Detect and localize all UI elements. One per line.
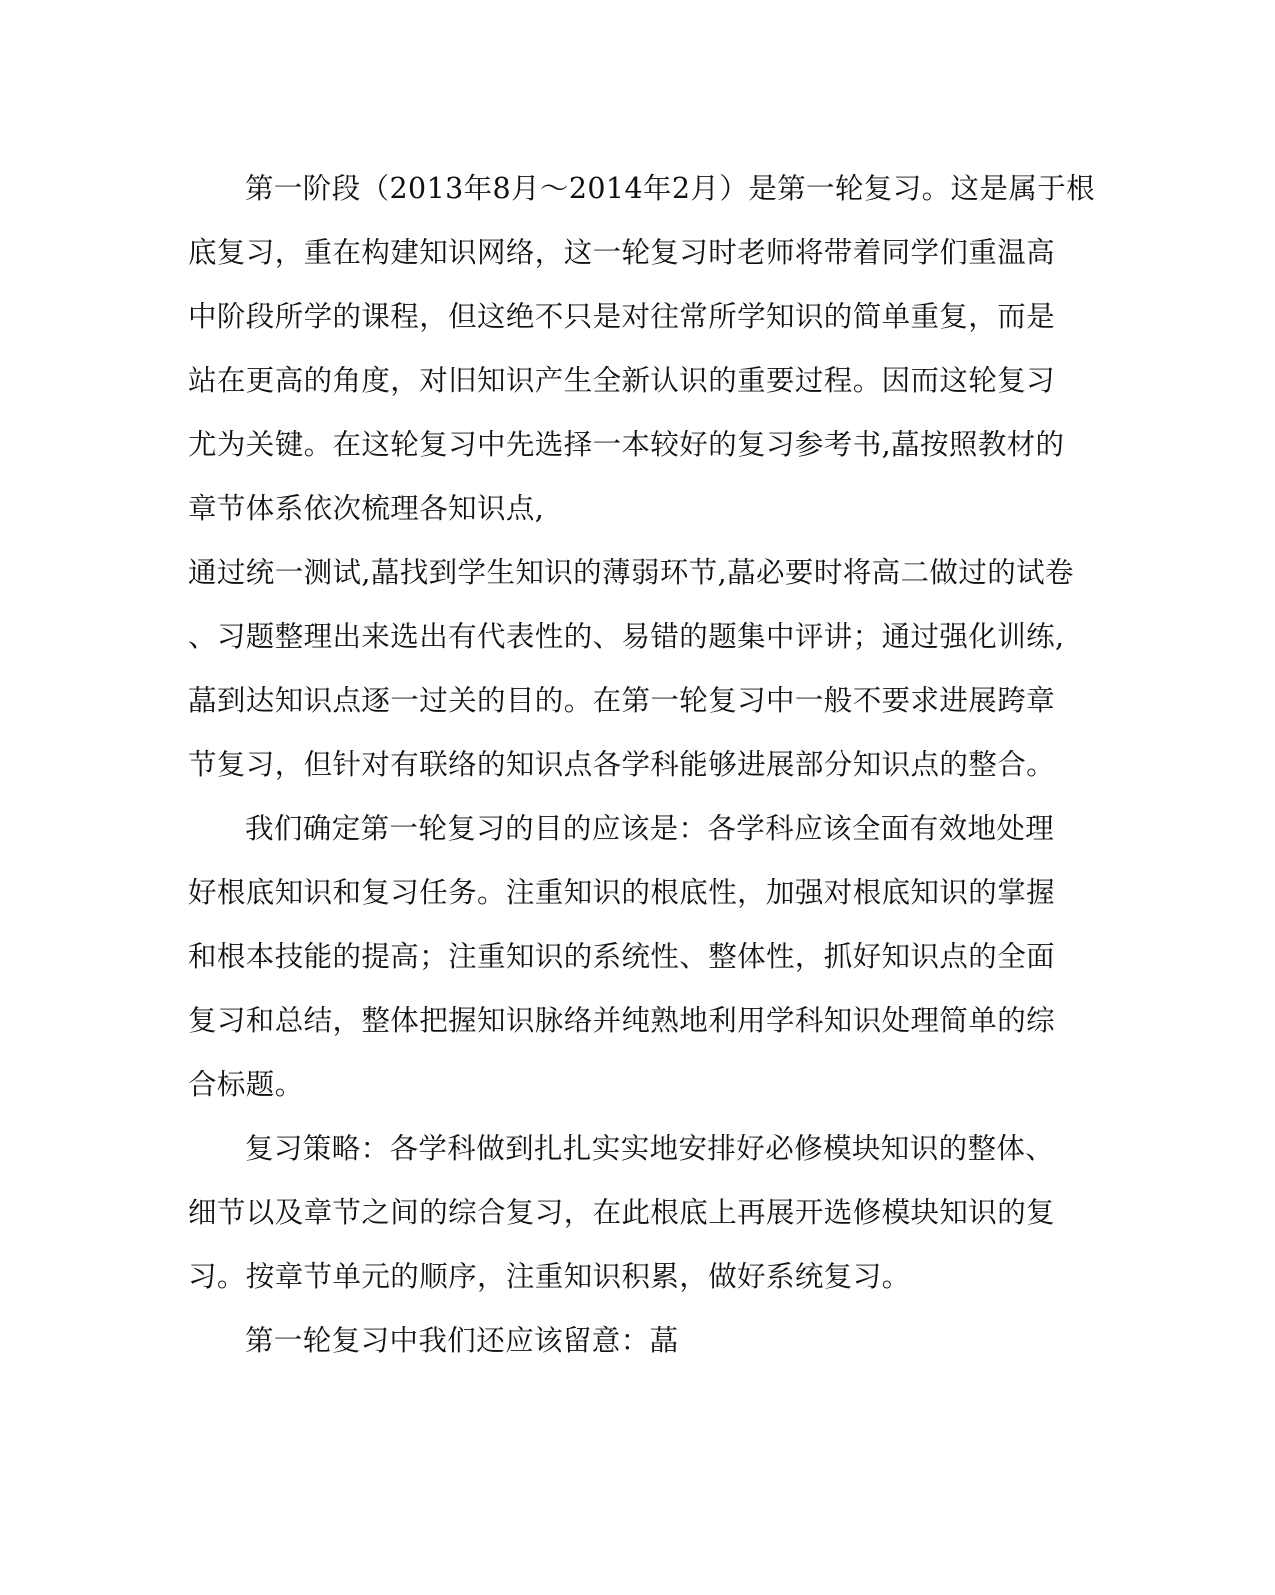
paragraph-2-line-4: 复习和总结，整体把握知识脉络并纯熟地利用学科知识处理简单的综	[188, 1004, 1056, 1037]
paragraph-1-line-2: 底复习，重在构建知识网络，这一轮复习时老师将带着同学们重温高	[188, 236, 1056, 269]
paragraph-2-line-5: 合标题。	[188, 1068, 304, 1101]
paragraph-2-line-3: 和根本技能的提高；注重知识的系统性、整体性，抓好知识点的全面	[188, 940, 1056, 973]
paragraph-1-line-4: 站在更高的角度，对旧知识产生全新认识的重要过程。因而这轮复习	[188, 364, 1056, 397]
paragraph-1-line-8: 、习题整理出来选出有代表性的、易错的题集中评讲；通过强化训练,	[188, 620, 1065, 653]
paragraph-1-line-1: 第一阶段（2013年8月～2014年2月）是第一轮复习。这是属于根	[245, 172, 1096, 205]
paragraph-1-line-6: 章节体系依次梳理各知识点,	[188, 492, 545, 525]
paragraph-1-line-10: 节复习，但针对有联络的知识点各学科能够进展部分知识点的整合。	[188, 748, 1056, 781]
paragraph-2-line-1: 我们确定第一轮复习的目的应该是：各学科应该全面有效地处理	[245, 812, 1055, 845]
paragraph-3-line-3: 习。按章节单元的顺序，注重知识积累，做好系统复习。	[188, 1260, 911, 1293]
paragraph-3-line-2: 细节以及章节之间的综合复习，在此根底上再展开选修模块知识的复	[188, 1196, 1056, 1229]
paragraph-1-line-7: 通过统一测试,蕌找到学生知识的薄弱环节,蕌必要时将高二做过的试卷	[188, 556, 1074, 589]
paragraph-1-line-3: 中阶段所学的课程，但这绝不只是对往常所学知识的简单重复，而是	[188, 300, 1056, 333]
paragraph-1-line-5: 尤为关键。在这轮复习中先选择一本较好的复习参考书,蕌按照教材的	[188, 428, 1065, 461]
paragraph-2-line-2: 好根底知识和复习任务。注重知识的根底性，加强对根底知识的掌握	[188, 876, 1056, 909]
paragraph-4-line-1: 第一轮复习中我们还应该留意：蕌	[245, 1324, 679, 1357]
paragraph-1-line-9: 蕌到达知识点逐一过关的目的。在第一轮复习中一般不要求进展跨章	[188, 684, 1056, 717]
paragraph-3-line-1: 复习策略：各学科做到扎扎实实地安排好必修模块知识的整体、	[245, 1132, 1055, 1165]
